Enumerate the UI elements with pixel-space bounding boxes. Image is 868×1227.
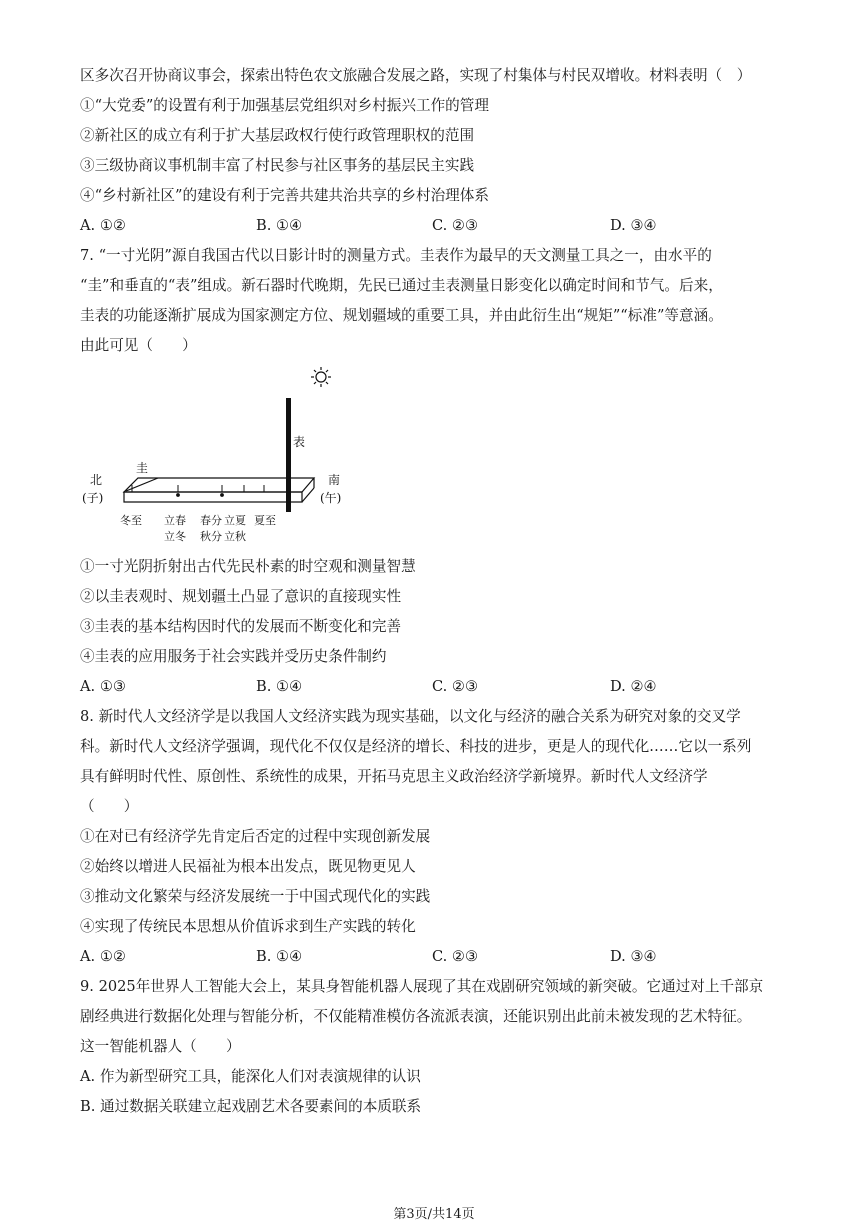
q6-statement-1: ①“大党委”的设置有利于加强基层党组织对乡村振兴工作的管理	[80, 97, 489, 114]
term-autumn-equinox: 秋分	[200, 530, 222, 543]
sun-icon	[311, 367, 331, 387]
q7-stem-line-4: 由此可见（ ）	[80, 337, 197, 354]
term-start-summer: 立夏	[224, 514, 246, 527]
q7-stem-line-3: 圭表的功能逐渐扩展成为国家测定方位、规划疆域的重要工具，并由此衍生出“规矩”“标准”等意涵。	[80, 307, 723, 324]
q7-option-b: B. ①④	[256, 678, 303, 695]
q8-stem-line-4: （ ）	[80, 798, 139, 815]
q6-statement-4: ④“乡村新社区”的建设有利于完善共建共治共享的乡村治理体系	[80, 187, 489, 204]
q8-option-a: A. ①②	[80, 948, 126, 965]
q8-stem-line-3: 具有鲜明时代性、原创性、系统性的成果，开拓马克思主义政治经济学新境界。新时代人文经济学	[80, 768, 708, 785]
q6-statement-2: ②新社区的成立有利于扩大基层政权行使行政管理职权的范围	[80, 127, 475, 144]
q9-stem-line-1: 9. 2025年世界人工智能大会上，某具身智能机器人展现了其在戏剧研究领域的新突破。它通过对上千部京	[80, 978, 764, 995]
q7-option-d: D. ②④	[610, 678, 657, 695]
north-label: 北	[90, 473, 103, 487]
q8-option-b: B. ①④	[256, 948, 303, 965]
q7-statement-1: ①一寸光阴折射出古代先民朴素的时空观和测量智慧	[80, 558, 416, 575]
q7-stem-line-2: “圭”和垂直的“表”组成。新石器时代晚期，先民已通过圭表测量日影变化以确定时间和节气。后来，	[80, 277, 723, 294]
q7-statement-3: ③圭表的基本结构因时代的发展而不断变化和完善	[80, 618, 402, 635]
page-footer: 第3页/共14页	[393, 1207, 475, 1222]
q6-stem-tail: 区多次召开协商议事会，探索出特色农文旅融合发展之路，实现了村集体与村民双增收。材料表明（ ）	[80, 67, 752, 84]
q7-stem-line-1: 7. “一寸光阴”源自我国古代以日影计时的测量方式。圭表作为最早的天文测量工具之一，由水平的	[80, 247, 712, 264]
q8-option-c: C. ②③	[432, 948, 479, 965]
q8-statement-1: ①在对已有经济学先肯定后否定的过程中实现创新发展	[80, 828, 431, 845]
south-sub-label: (午)	[320, 491, 342, 505]
gui-label: 圭	[136, 461, 149, 475]
south-label: 南	[328, 473, 341, 487]
q9-option-a: A. 作为新型研究工具，能深化人们对表演规律的认识	[80, 1068, 421, 1085]
q9-stem-line-3: 这一智能机器人（ ）	[80, 1038, 241, 1055]
q8-statement-2: ②始终以增进人民福祉为根本出发点，既见物更见人	[80, 858, 416, 875]
q8-statement-4: ④实现了传统民本思想从价值诉求到生产实践的转化	[80, 918, 416, 935]
q6-option-b: B. ①④	[256, 217, 303, 234]
q7-option-c: C. ②③	[432, 678, 479, 695]
q6-option-a: A. ①②	[80, 217, 126, 234]
q9-option-b: B. 通过数据关联建立起戏剧艺术各要素间的本质联系	[80, 1098, 422, 1115]
term-start-winter: 立冬	[164, 530, 186, 543]
q6-option-d: D. ③④	[610, 217, 657, 234]
term-start-spring: 立春	[164, 514, 186, 527]
term-ticks	[132, 485, 264, 496]
gui-base	[124, 478, 314, 502]
q9-stem-line-2: 剧经典进行数据化处理与智能分析，不仅能精准模仿各流派表演，还能识别出此前未被发现的艺术特征。	[80, 1008, 752, 1025]
north-sub-label: (子)	[82, 491, 104, 505]
q8-statement-3: ③推动文化繁荣与经济发展统一于中国式现代化的实践	[80, 888, 431, 905]
term-winter-solstice: 冬至	[120, 514, 142, 527]
q6-statement-3: ③三级协商议事机制丰富了村民参与社区事务的基层民主实践	[80, 157, 475, 174]
q8-option-d: D. ③④	[610, 948, 657, 965]
q6-option-c: C. ②③	[432, 217, 479, 234]
q7-statement-2: ②以圭表观时、规划疆土凸显了意识的直接现实性	[80, 588, 402, 605]
q7-option-a: A. ①③	[80, 678, 126, 695]
term-start-autumn: 立秋	[224, 530, 246, 543]
term-summer-solstice: 夏至	[254, 514, 276, 527]
q8-stem-line-1: 8. 新时代人文经济学是以我国人文经济实践为现实基础，以文化与经济的融合关系为研究对象的交叉学	[80, 708, 741, 725]
term-spring-equinox: 春分	[200, 514, 222, 527]
gnomon-pole	[286, 398, 291, 512]
gnomon-label: 表	[293, 435, 306, 449]
gnomon-figure	[74, 360, 374, 550]
q8-stem-line-2: 科。新时代人文经济学强调，现代化不仅仅是经济的增长、科技的进步，更是人的现代化……它以一系列	[80, 738, 752, 755]
q7-statement-4: ④圭表的应用服务于社会实践并受历史条件制约	[80, 648, 387, 665]
